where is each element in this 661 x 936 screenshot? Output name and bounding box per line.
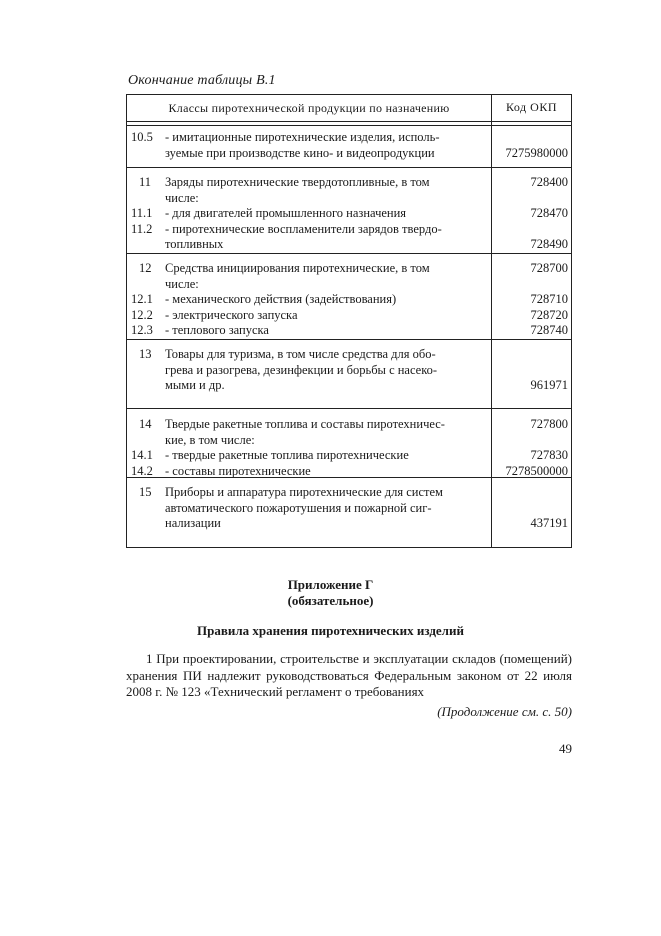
row-okp-code: 728710: [530, 292, 568, 306]
row-number: 14.2: [131, 463, 153, 478]
row-separator: [127, 477, 571, 478]
row-number: 12.2: [131, 307, 153, 322]
row-text: Заряды пиротехнические твердотопливные, в том: [165, 175, 430, 189]
row-okp-code: 727830: [530, 448, 568, 462]
row-text: - составы пиротехнические: [165, 463, 311, 478]
row-text: топливных: [165, 237, 224, 251]
row-number: 15: [139, 485, 152, 499]
appendix-heading: Правила хранения пиротехнических изделий: [197, 623, 464, 638]
row-text: - пиротехнические воспламенители зарядов твердо-: [165, 221, 442, 236]
row-okp-code: 437191: [530, 516, 568, 530]
row-text: Твердые ракетные топлива и составы пиротехничес-: [165, 417, 445, 431]
row-separator: [127, 167, 571, 168]
header-okp-code: Код ОКП: [505, 100, 557, 114]
row-number: 11.1: [131, 206, 153, 220]
row-text: - для двигателей промышленного назначения: [165, 206, 407, 220]
row-text: - твердые ракетные топлива пиротехнические: [165, 448, 409, 462]
classification-table: [126, 94, 572, 548]
row-text: автоматического пожаротушения и пожарной сиг-: [165, 500, 432, 515]
row-text: Товары для туризма, в том числе средства для обо-: [165, 347, 436, 361]
row-okp-code: 7275980000: [505, 145, 568, 160]
appendix-paragraph: 1 При проектировании, строительстве и эксплуатации складов (помещений) хранения ПИ надлежит руководствоваться Федеральным законом от 22 июля 2008 г. № 123 «Технический регламент о требованиях: [126, 651, 572, 699]
row-text: Средства инициирования пиротехнические, в том: [165, 261, 430, 275]
row-text: - электрического запуска: [165, 307, 298, 322]
appendix-subtitle: (обязательное): [287, 593, 374, 608]
row-text: кие, в том числе:: [165, 432, 255, 447]
row-okp-code: 728700: [530, 261, 568, 275]
row-number: 13: [139, 347, 152, 361]
header-double-rule: [127, 125, 571, 126]
row-text: нализации: [165, 516, 221, 530]
row-text: числе:: [165, 190, 199, 205]
row-separator: [127, 408, 571, 409]
row-okp-code: 728470: [530, 206, 568, 220]
row-separator: [127, 253, 571, 254]
row-text: - имитационные пиротехнические изделия, исполь-: [165, 130, 440, 144]
row-number: 12: [139, 261, 152, 275]
continuation-note: (Продолжение см. с. 50): [437, 704, 572, 719]
row-number: 14.1: [131, 448, 153, 462]
row-number: 12.3: [131, 323, 153, 337]
row-text: грева и разогрева, дезинфекции и борьбы с насеко-: [165, 362, 438, 377]
row-number: 12.1: [131, 292, 153, 306]
row-number: 10.5: [131, 130, 153, 144]
table-caption: Окончание таблицы В.1: [128, 73, 276, 88]
row-text: Приборы и аппаратура пиротехнические для систем: [165, 485, 443, 499]
row-text: - механического действия (задействования): [165, 292, 397, 306]
row-text: числе:: [165, 276, 199, 291]
row-number: 11: [139, 175, 152, 189]
row-okp-code: 961971: [530, 378, 568, 392]
row-text: мыми и др.: [165, 378, 225, 392]
row-text: - теплового запуска: [165, 323, 269, 337]
row-number: 14: [139, 417, 152, 431]
row-okp-code: 728720: [530, 307, 568, 322]
row-okp-code: 7278500000: [505, 463, 568, 478]
row-text: зуемые при производстве кино- и видеопродукции: [165, 145, 435, 160]
row-okp-code: 727800: [530, 417, 568, 431]
row-okp-code: 728490: [530, 237, 568, 251]
row-number: 11.2: [131, 221, 153, 236]
appendix-title: Приложение Г: [287, 577, 374, 592]
row-separator: [127, 339, 571, 340]
row-okp-code: 728400: [530, 175, 568, 189]
header-classes: Классы пиротехнической продукции по назначению: [168, 101, 450, 115]
row-okp-code: 728740: [530, 323, 568, 337]
table-header: [127, 95, 571, 122]
page-number: 49: [559, 741, 572, 756]
